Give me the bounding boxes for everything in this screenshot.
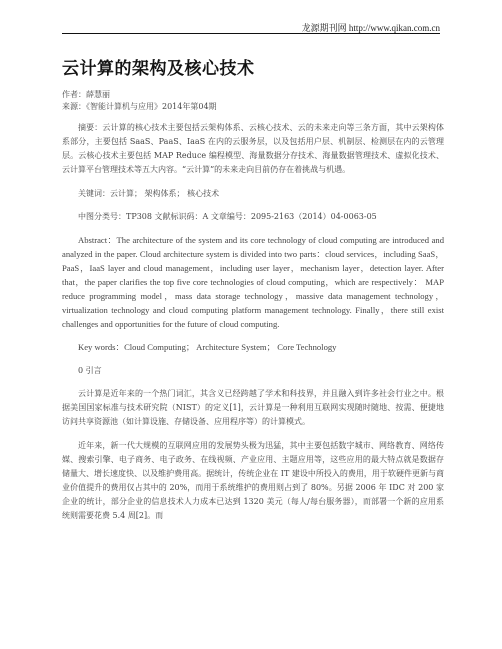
keywords-cn: 关键词：云计算； 架构体系； 核心技术 — [78, 189, 220, 198]
author-line: 作者：薛慧丽 — [62, 90, 110, 99]
intro-paragraph-2: 近年来，新一代大规模的互联网应用的发展势头极为迅猛，其中主要包括数字城市、网络教育、网络传媒、搜索引擎、电子商务、电子政务、在线视频、产业应用、主题应用等，这些应用的最大特点就是数据存储量大、增长速度快、以及维护费用高。据统计，传统企业在 IT 建设中所投入的费用，用于软硬件更新与商业价值提升的费用仅占其中的 20%，而用于系统维护的费用则占到了 80%。另据 2006 年 IDC 对 200 家企业的统计，部分企业的信息技术人力成本已达到 1320 美元（每人/每台服务器），而部署一个新的应用系统则需要花费 5.4 周[2]。而 — [62, 441, 444, 520]
article-body — [62, 58, 444, 523]
abstract-cn: 摘要：云计算的核心技术主要包括云架构体系、云核心技术、云的未来走向等三条方面，其中云架构体系部分，主要包括 SaaS、PaaS、IaaS 在内的云服务层，以及包括用户层、机制层、检测层在内的云管理层。云核心技术主要包括 MAP Reduce 编程模型、海量数据分存技术、海量数据管理技术、虚拟化技术、云计算平台管理技术等五大内容。“云计算”的未来走向目前仍存在着挑战与机遇。 — [62, 123, 444, 174]
article-title: 云计算的架构及核心技术 — [62, 59, 255, 79]
section-heading: 0 引言 — [78, 366, 102, 375]
header-rule — [62, 33, 440, 34]
intro-paragraph-1: 云计算是近年来的一个热门词汇，其含义已经跨越了学术和科技界，并且融入到许多社会行业之中。根据美国国家标准与技术研究院（NIST）的定义[1]，云计算是一种利用互联网实现随时随地、按需、便捷地访问共享资源池（如计算设施、存储设备、应用程序等）的计算模式。 — [62, 389, 444, 426]
abstract-en: Abstract：The architecture of the system and its core technology of cloud computing are introduced and analyzed in the paper. Cloud architecture system is divided into two parts：cloud services，including SaaS，PaaS，IaaS layer and cloud management，including user layer，mechanism layer，detection layer. After that，the paper clarifies the top five core technologies of cloud computing，which are respectively： MAP reduce programming model，mass data storage technology，massive data management technology，virtualization technology and cloud computing platform management technology. Finally，there still exist challenges and opportunities for the future of cloud computing. — [62, 235, 444, 329]
page-header — [0, 0, 502, 34]
site-header-text[interactable]: 龙源期刊网 http://www.qikan.com.cn — [301, 23, 440, 33]
source-line: 来源：《智能计算机与应用》2014年第04期 — [62, 102, 217, 111]
classification-line: 中图分类号：TP308 文献标识码：A 文章编号：2095-2163（2014）04-0063-05 — [78, 212, 377, 221]
keywords-en: Key words：Cloud Computing； Architecture System； Core Technology — [78, 342, 337, 352]
